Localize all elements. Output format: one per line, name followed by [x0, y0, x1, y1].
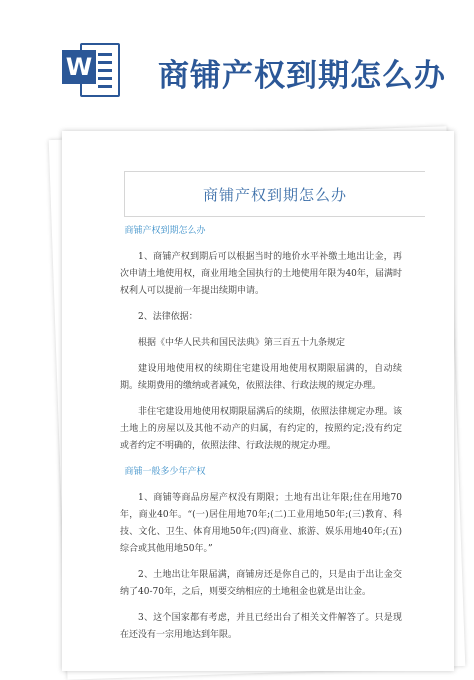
paragraph: 3、这个国家都有考虑，并且已经出台了相关文件解答了。只是现在还没有一宗用地达到年限。 [120, 613, 402, 640]
document-page [62, 131, 454, 671]
document-title: 商铺产权到期怎么办 [202, 185, 347, 204]
word-icon-letter: W [62, 50, 96, 84]
word-icon-line [98, 77, 112, 80]
word-icon-line [98, 85, 112, 88]
document-body [120, 223, 402, 653]
paragraph: 1、商铺产权到期后可以根据当时的地价水平补缴土地出让金，再次申请土地使用权，商业用地全国执行的土地使用年限为40年，届满时权利人可以提前一年提出续期申请。 [120, 252, 402, 296]
page-title: 商铺产权到期怎么办 [158, 58, 446, 94]
paragraph: 建设用地使用权的续期住宅建设用地使用权期限届满的，自动续期。续期费用的缴纳或者减免，依照法律、行政法规的规定办理。 [120, 364, 402, 391]
word-app-icon [62, 40, 118, 96]
paragraph: 非住宅建设用地使用权期限届满后的续期，依照法律规定办理。该土地上的房屋以及其他不动产的归属，有约定的，按照约定;没有约定或者约定不明确的，依照法律、行政法规的规定办理。 [120, 407, 402, 451]
header [0, 0, 474, 130]
paragraph: 2、土地出让年限届满，商铺房还是你自己的，只是由于出让金交纳了40-70年，之后，则要交纳相应的土地租金也就是出让金。 [120, 570, 402, 597]
paragraph: 2、法律依据： [138, 312, 198, 322]
word-icon-line [98, 53, 112, 56]
document-title-box [124, 171, 425, 217]
section-heading: 商铺一般多少年产权 [124, 467, 206, 477]
section-heading: 商铺产权到期怎么办 [124, 226, 206, 236]
paragraph: 根据《中华人民共和国民法典》第三百五十九条规定 [138, 338, 346, 348]
word-icon-line [98, 61, 112, 64]
word-icon-line [98, 69, 112, 72]
paragraph: 1、商铺等商品房屋产权没有期限；土地有出让年限;住在用地70年，商业40年。“(一)居住用地70年;(二)工业用地50年;(三)教育、科技、文化、卫生、体育用地50年;(四)商业、旅游、娱乐用地40年;(五)综合或其他用地50年。” [120, 493, 402, 554]
